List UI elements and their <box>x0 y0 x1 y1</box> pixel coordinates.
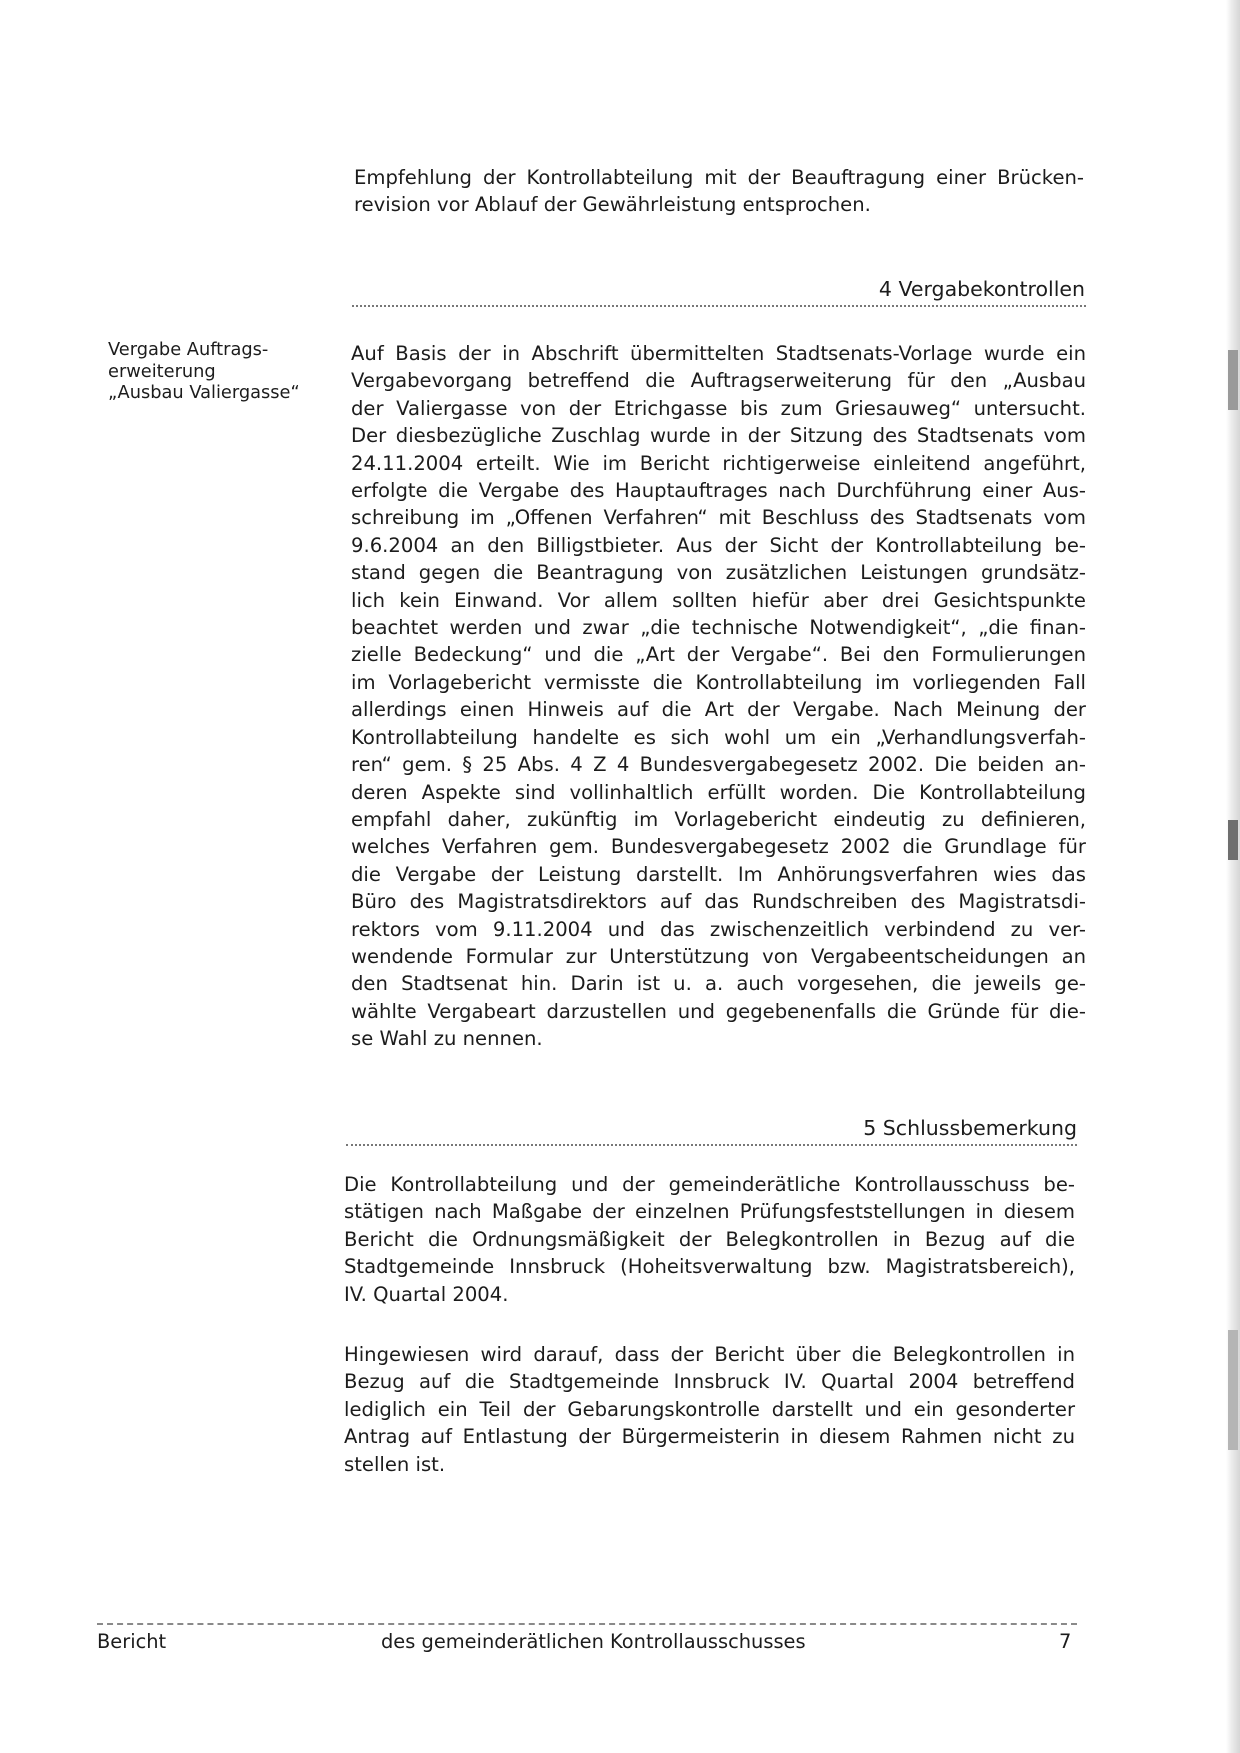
intro-line: Empfehlung der Kontrollabteilung mit der Beauftragung einer Brücken- <box>354 166 1084 189</box>
section-5-p2-line: lediglich ein Teil der Gebarungskontrolle darstellt und ein gesonderter <box>344 1397 1075 1421</box>
section-4-body-line: wendende Formular zur Unterstützung von Vergabeentscheidungen an <box>351 944 1086 968</box>
section-4-body-line: Der diesbezügliche Zuschlag wurde in der Sitzung des Stadtsenats vom <box>351 424 1086 448</box>
section-4-body-line: lich kein Einwand. Vor allem sollten hiefür aber drei Gesichtspunkte <box>351 588 1086 612</box>
section-4-body-line: zielle Bedeckung“ und die „Art der Vergabe“. Bei den Formulierungen <box>351 643 1086 667</box>
section-4-body-line: erfolgte die Vergabe des Hauptauftrages nach Durchführung einer Aus- <box>351 479 1086 503</box>
section-4-body-line: deren Aspekte sind vollinhaltlich erfüllt worden. Die Kontrollabteilung <box>351 780 1086 804</box>
section-4-body-line: wählte Vergabeart darzustellen und gegebenenfalls die Gründe für die- <box>351 999 1086 1023</box>
section-4-body-line: beachtet werden und zwar „die technische Notwendigkeit“, „die finan- <box>351 616 1086 640</box>
page-number: 7 <box>1059 1630 1072 1653</box>
section-4-body-line: se Wahl zu nennen. <box>351 1027 543 1051</box>
section-4-body <box>351 340 1086 1053</box>
section-4-body-line: der Valiergasse von der Etrichgasse bis zum Griesauweg“ untersucht. <box>351 396 1086 420</box>
scan-artifact <box>1228 350 1238 410</box>
footer-left-label: Bericht <box>97 1630 167 1653</box>
section-4-body-line: stand gegen die Beantragung von zusätzlichen Leistungen grundsätz- <box>351 561 1086 585</box>
section-4-body-line: Vergabevorgang betreffend die Auftragserweiterung für den „Ausbau <box>351 369 1086 393</box>
section-5-p1-line: IV. Quartal 2004. <box>344 1282 509 1306</box>
section-5-divider <box>346 1144 1077 1146</box>
scan-page-edge <box>1226 0 1240 1753</box>
section-5-p2-line: Hingewiesen wird darauf, dass der Bericht über die Belegkontrollen in <box>344 1343 1075 1366</box>
scan-artifact <box>1228 820 1238 860</box>
section-4-body-line: rektors vom 9.11.2004 und das zwischenzeitlich verbindend zu ver- <box>351 917 1086 941</box>
section-5-paragraph-2 <box>344 1341 1075 1478</box>
margin-note-line: Vergabe Auftrags- <box>108 339 269 360</box>
section-4-body-line: im Vorlagebericht vermisste die Kontrollabteilung im vorliegenden Fall <box>351 670 1086 694</box>
section-4-heading: 4 Vergabekontrollen <box>878 277 1085 301</box>
section-4-body-line: schreibung im „Offenen Verfahren“ mit Beschluss des Stadtsenats vom <box>351 506 1086 530</box>
section-4-body-line: die Vergabe der Leistung darstellt. Im Anhörungsverfahren wies das <box>351 862 1086 886</box>
section-4-body-line: den Stadtsenat hin. Darin ist u. a. auch vorgesehen, die jeweils ge- <box>351 972 1086 996</box>
section-4-body-line: Büro des Magistratsdirektors auf das Rundschreiben des Magistratsdi- <box>351 890 1086 914</box>
section-4-body-line: empfahl daher, zukünftig im Vorlagebericht eindeutig zu definieren, <box>351 807 1086 831</box>
section-4-body-line: ren“ gem. § 25 Abs. 4 Z 4 Bundesvergabegesetz 2002. Die beiden an- <box>351 753 1086 777</box>
margin-note-line: erweiterung <box>108 360 216 382</box>
margin-note <box>108 339 300 404</box>
section-4-body-line: welches Verfahren gem. Bundesvergabegesetz 2002 die Grundlage für <box>351 835 1086 859</box>
section-4-body-line: Kontrollabteilung handelte es sich wohl um ein „Verhandlungsverfah- <box>351 725 1086 749</box>
intro-line: revision vor Ablauf der Gewährleistung entsprochen. <box>354 193 871 217</box>
section-5-p1-line: Stadtgemeinde Innsbruck (Hoheitsverwaltung bzw. Magistratsbereich), <box>344 1255 1075 1279</box>
section-4-body-line: 9.6.2004 an den Billigstbieter. Aus der Sicht der Kontrollabteilung be- <box>351 533 1086 557</box>
scan-artifact <box>1228 1330 1238 1450</box>
section-5-p1-line: Bericht die Ordnungsmäßigkeit der Belegkontrollen in Bezug auf die <box>344 1227 1075 1251</box>
margin-note-line: „Ausbau Valiergasse“ <box>108 382 300 403</box>
section-5-p1-line: Die Kontrollabteilung und der gemeinderätliche Kontrollausschuss be- <box>344 1173 1075 1196</box>
footer-center-label: des gemeinderätlichen Kontrollausschusses <box>381 1630 806 1653</box>
section-4-body-line: allerdings einen Hinweis auf die Art der Vergabe. Nach Meinung der <box>351 698 1086 722</box>
section-4-body-line: Auf Basis der in Abschrift übermittelten Stadtsenats-Vorlage wurde ein <box>351 342 1086 365</box>
section-5-p1-line: stätigen nach Maßgabe der einzelnen Prüfungsfeststellungen in diesem <box>344 1200 1075 1224</box>
section-4-divider <box>352 305 1086 307</box>
section-4-body-line: 24.11.2004 erteilt. Wie im Bericht richtigerweise einleitend angeführt, <box>351 451 1086 475</box>
section-5-p2-line: Bezug auf die Stadtgemeinde Innsbruck IV. Quartal 2004 betreffend <box>344 1370 1075 1394</box>
intro-paragraph <box>354 164 1084 219</box>
section-5-heading: 5 Schlussbemerkung <box>863 1116 1077 1140</box>
section-5-paragraph-1 <box>344 1171 1075 1308</box>
section-5-p2-line: Antrag auf Entlastung der Bürgermeisterin in diesem Rahmen nicht zu <box>344 1425 1075 1449</box>
section-5-p2-line: stellen ist. <box>344 1452 446 1476</box>
footer-divider <box>97 1623 1077 1625</box>
